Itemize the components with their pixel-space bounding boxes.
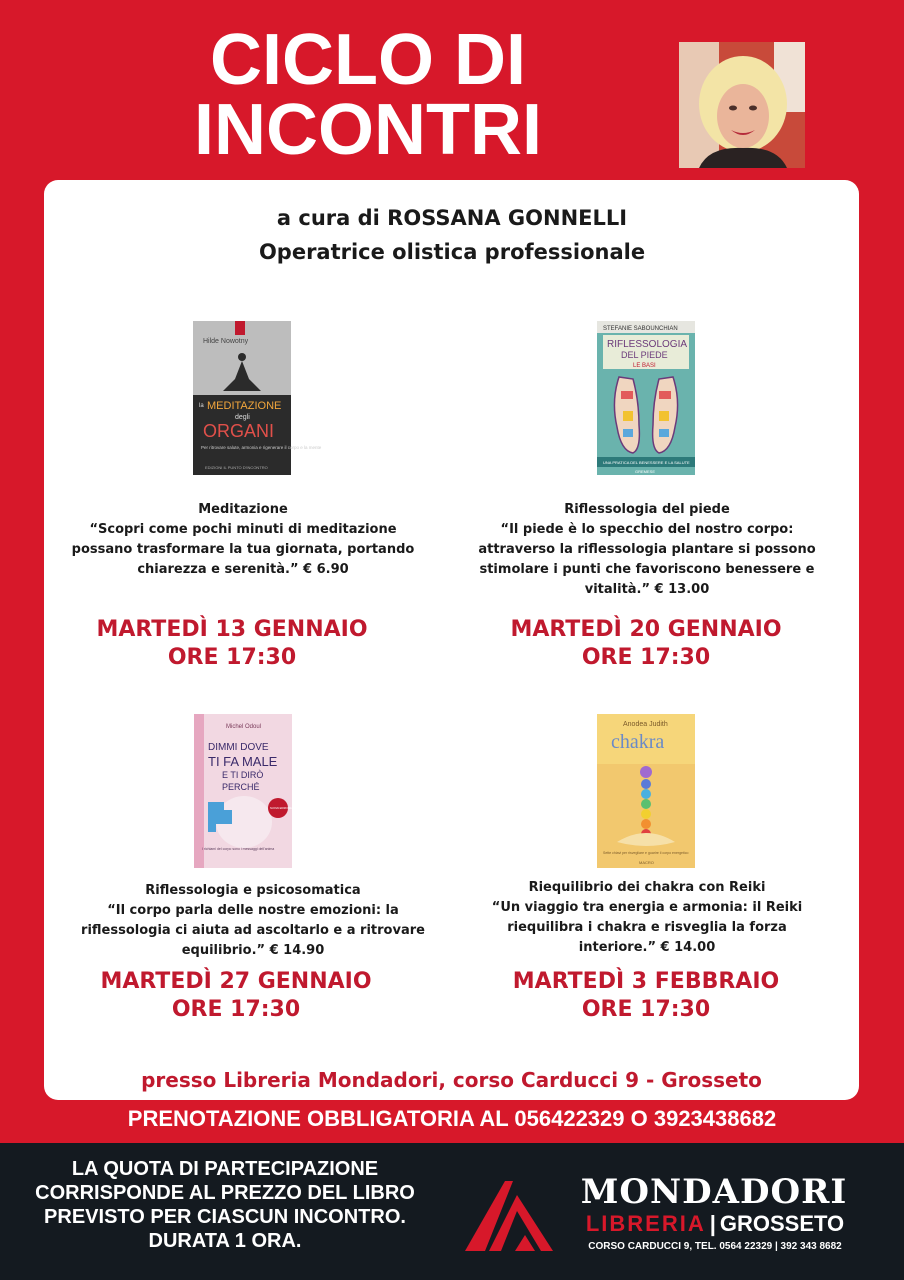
book4-author: Anodea Judith [623, 721, 668, 728]
book2-title-2: DEL PIEDE [621, 350, 668, 360]
book3-author: Michel Odoul [226, 724, 262, 730]
book3-badge: NUOVA EDIZIONE AMPLIATA [270, 807, 305, 810]
book4-subtitle: Sette chiavi per risvegliare e guarire il corpo energetico [603, 851, 689, 855]
event-4-name: Riequilibrio dei chakra con Reiki [528, 880, 766, 895]
book2-author: STEFANIE SABOUNCHIAN [603, 326, 678, 332]
event-4-day: MARTEDÌ 3 FEBBRAIO [512, 969, 780, 994]
book4-title: chakra [611, 731, 665, 753]
event-1-day: MARTEDÌ 13 GENNAIO [96, 617, 368, 642]
book-cover-meditazione [193, 321, 322, 475]
fee-note-line-4: DURATA 1 ORA. [148, 1230, 302, 1252]
book1-title-1: MEDITAZIONE [207, 400, 282, 412]
book3-title-2: TI FA MALE [208, 754, 278, 769]
curator-name: a cura di ROSSANA GONNELLI [276, 206, 628, 230]
book1-title-prefix: la [199, 403, 204, 409]
booking-notice: PRENOTAZIONE OBBLIGATORIA AL 056422329 O 3923438682 [127, 1106, 777, 1131]
participation-fee-note [0, 1157, 450, 1253]
book1-title-2: ORGANI [203, 421, 275, 441]
footer [0, 1143, 904, 1280]
event-2-name: Riflessologia del piede [564, 502, 730, 517]
book-cover-dimmi-dove [194, 714, 305, 868]
store-label [570, 1211, 860, 1237]
event-2-time: ORE 17:30 [581, 645, 711, 670]
book2-publisher: GREMESE [635, 469, 656, 474]
event-1-date [52, 616, 412, 672]
event-3-description [80, 881, 426, 961]
event-3-day: MARTEDÌ 27 GENNAIO [100, 969, 372, 994]
event-2-quote: “Il piede è lo specchio del nostro corpo: attraverso la riflessologia plantare si possono stimolare i punti che favoriscono benessere e vitalità.” € 13.00 [478, 522, 816, 597]
book3-title-1: DIMMI DOVE [208, 742, 269, 753]
book1-author: Hilde Nowotny [203, 338, 249, 345]
book2-title-1: RIFLESSOLOGIA [607, 339, 688, 350]
store-city: GROSSETO [719, 1211, 845, 1236]
event-1-quote: “Scopri come pochi minuti di meditazione possano trasformare la tua giornata, portando chiarezza e serenità.” € 6.90 [71, 522, 415, 577]
title-line-1: CICLO DI [210, 20, 526, 100]
event-1-description [70, 500, 416, 580]
curator-avatar [679, 42, 805, 168]
event-4-quote: “Un viaggio tra energia e armonia: il Reiki riequilibra i chakra e risveglia la forza interiore.” € 14.00 [491, 900, 803, 955]
mondadori-logo-icon [455, 1173, 565, 1263]
title-line-2: INCONTRI [194, 90, 542, 170]
book3-title-3: E TI DIRÒ [222, 770, 264, 780]
book3-title-4: PERCHÉ [222, 782, 260, 792]
store-type: LIBRERIA [585, 1211, 706, 1236]
book1-publisher: EDIZIONI IL PUNTO D'INCONTRO [205, 465, 268, 470]
event-3-time: ORE 17:30 [171, 997, 301, 1022]
fee-note-line-1: LA QUOTA DI PARTECIPAZIONE [71, 1158, 379, 1180]
event-4-time: ORE 17:30 [581, 997, 711, 1022]
event-4-date [466, 968, 826, 1024]
store-address: CORSO CARDUCCI 9, TEL. 0564 22329 | 392 343 8682 [588, 1241, 842, 1252]
book3-subtitle: I richiami del corpo sono i messaggi dell'anima [202, 847, 275, 851]
curator-role: Operatrice olistica professionale [258, 240, 646, 264]
book4-publisher: MACRO [639, 860, 654, 865]
fee-note-line-2: CORRISPONDE AL PREZZO DEL LIBRO [35, 1182, 415, 1204]
book1-subtitle: Per ritrovare salute, armonia e rigenerare il corpo e la mente [201, 445, 322, 450]
event-1-time: ORE 17:30 [167, 645, 297, 670]
book1-title-mid: degli [235, 414, 250, 421]
brand-name: MONDADORI [580, 1172, 848, 1212]
book-cover-chakra [597, 714, 695, 868]
book-cover-riflessologia [597, 321, 695, 475]
event-3-name: Riflessologia e psicosomatica [145, 883, 361, 898]
event-2-day: MARTEDÌ 20 GENNAIO [510, 617, 782, 642]
fee-note-line-3: PREVISTO PER CIASCUN INCONTRO. [44, 1206, 406, 1228]
venue-text: presso Libreria Mondadori, corso Carducci 9 - Grosseto [141, 1068, 762, 1092]
event-1-name: Meditazione [198, 502, 288, 517]
event-2-date [466, 616, 826, 672]
event-2-description [478, 500, 816, 600]
book2-tagline: UNA PRATICA DEL BENESSERE E LA SALUTE [603, 460, 690, 465]
book2-badge: LE BASI [633, 363, 656, 369]
store-separator: | [709, 1211, 716, 1236]
event-3-quote: “Il corpo parla delle nostre emozioni: la riflessologia ci aiuta ad ascoltarlo e a ritrovare equilibrio.” € 14.90 [81, 903, 425, 958]
event-3-date [56, 968, 416, 1024]
event-4-description [480, 878, 814, 958]
